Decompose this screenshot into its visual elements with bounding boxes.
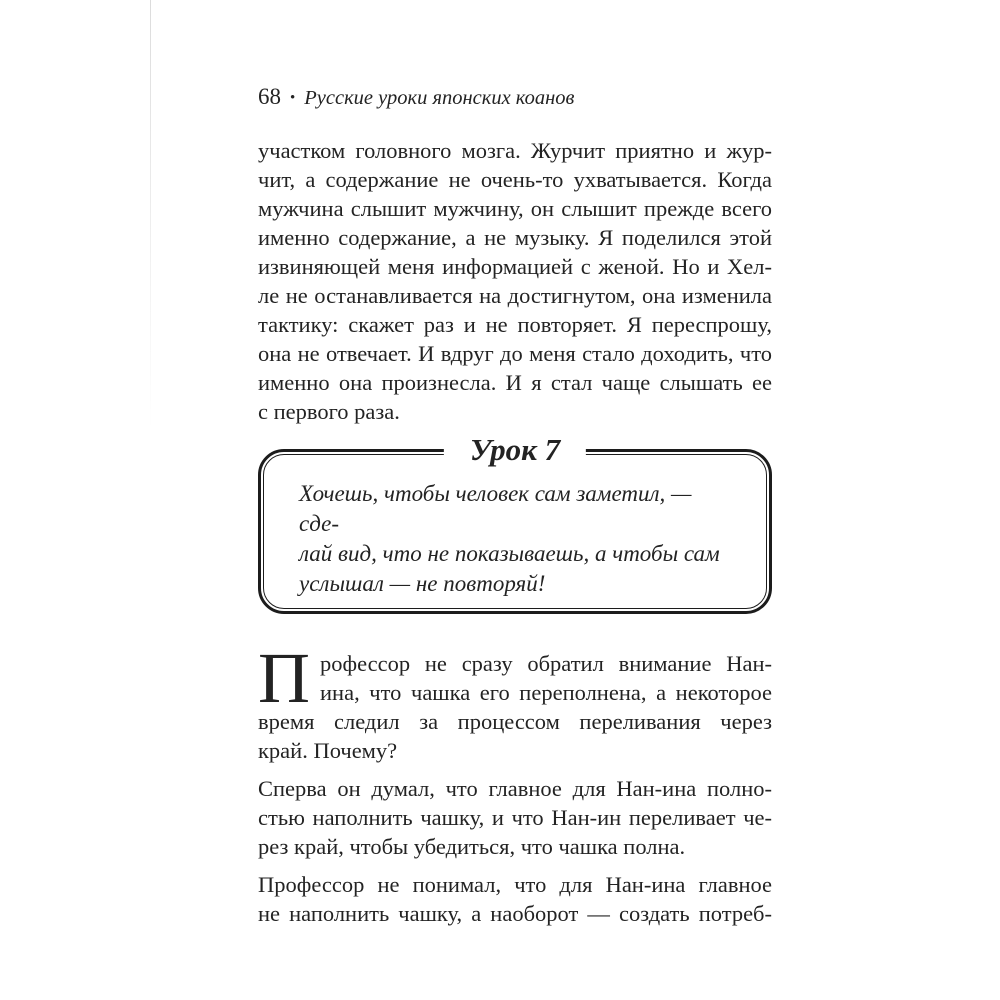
- paragraph: [258, 136, 772, 426]
- quote-line: услышал — не повторяй!: [299, 571, 546, 596]
- text-line: именно содержание, а не музыку. Я поделился этой: [258, 225, 772, 250]
- text-line: не наполнить чашку, а наоборот — создать потреб-: [258, 901, 772, 926]
- text-line: стью наполнить чашку, и что Нан-ин переливает че-: [258, 805, 772, 830]
- bullet-separator: •: [290, 90, 296, 106]
- text-line: извиняющей меня информацией с женой. Но и Хел-: [258, 254, 772, 279]
- text-line: рофессор не сразу обратил внимание Нан-: [320, 651, 772, 676]
- text-line: чит, а содержание не очень-то ухватывается. Когда: [258, 167, 772, 192]
- text-line: она не отвечает. И вдруг до меня стало доходить, что: [258, 341, 772, 366]
- paragraph: [258, 638, 772, 765]
- page-edge-shadow: [150, 0, 151, 430]
- page-number: 68: [258, 84, 281, 109]
- text-line: край. Почему?: [258, 738, 398, 763]
- lesson-quote: [299, 479, 733, 599]
- text-line: с первого раза.: [258, 399, 400, 424]
- page-header: [258, 84, 772, 113]
- drop-cap: П: [258, 638, 310, 718]
- paragraph: [258, 774, 772, 861]
- text-line: мужчина слышит мужчину, он слышит прежде всего: [258, 196, 772, 221]
- running-title: Русские уроки японских коанов: [304, 87, 575, 109]
- text-line: Сперва он думал, что главное для Нан-ина полно-: [258, 776, 772, 801]
- text-line: тактику: скажет раз и не повторяет. Я переспрошу,: [258, 312, 772, 337]
- text-line: ина, что чашка его переполнена, а некоторое: [320, 680, 772, 705]
- story-paragraphs: [258, 638, 772, 928]
- lesson-box: [258, 432, 772, 614]
- text-line: именно она произнесла. И я стал чаще слышать ее: [258, 370, 772, 395]
- text-line: ле не останавливается на достигнутом, она изменила: [258, 283, 772, 308]
- text-line: Профессор не понимал, что для Нан-ина главное: [258, 872, 772, 897]
- text-line: участком головного мозга. Журчит приятно и жур-: [258, 138, 772, 163]
- quote-line: лай вид, что не показываешь, а чтобы сам: [299, 541, 720, 566]
- quote-line: Хочешь, чтобы человек сам заметил, — сде-: [299, 481, 692, 536]
- intro-paragraphs: [258, 136, 772, 426]
- text-line: рез край, чтобы убедиться, что чашка полна.: [258, 834, 686, 859]
- text-line: время следил за процессом переливания через: [258, 709, 772, 734]
- paragraph: [258, 870, 772, 928]
- lesson-title: Урок 7: [444, 430, 586, 470]
